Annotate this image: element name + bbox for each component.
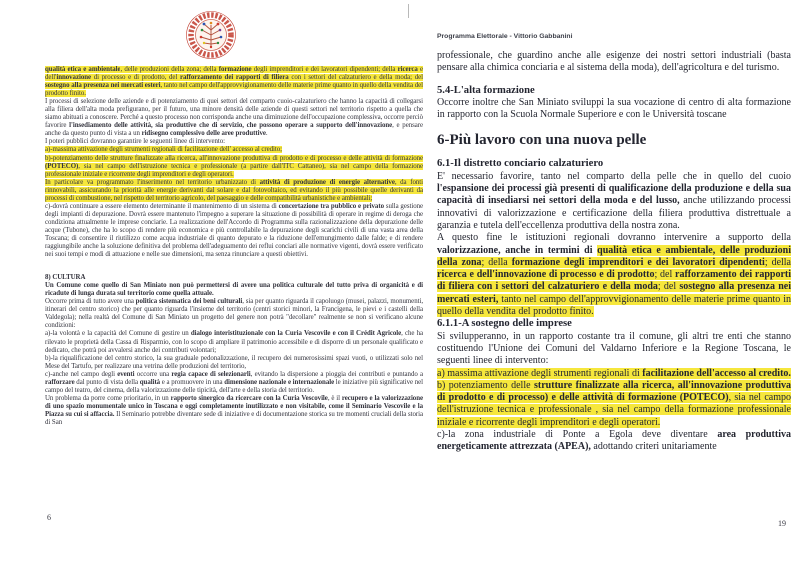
paragraph: qualità etica e ambientale, delle produzioni della zona; della formazione degli imprenditori e dei lavoratori dipendenti; della ricerca e dell'innovazione di processo e di prodotto, del rafforzamento dei rapporti di filiera con i settori del calzaturiero e della moda; del sostegno alla presenza nei mercati esteri, tanto nel campo dell'approvvigionamento delle materie prime quanto in quello della vendita del prodotto finito. xyxy=(45,66,424,98)
paragraph: A questo fine le istituzioni regionali dovranno intervenire a supporto della valorizzazione, anche in termini di qualità etica e ambientale, delle produzioni della zona; della formazione degli imprenditori e dei lavoratori dipendenti; della ricerca e dell'innovazione di processo e di prodotto; del rafforzamento dei rapporti di filiera con i settori del calzaturiero e della moda; del sostegno alla presenza nei mercati esteri, tanto nel campo dell'approvvigionamento delle materie prime quanto in quello della vendita del prodotto finito. xyxy=(437,232,792,318)
paragraph: professionale, che guardino anche alle esigenze dei nostri settori industriali (basta pensare alla chimica conciaria e al sistema della moda), dell'agricoltura e del turismo. xyxy=(437,50,791,74)
paragraph: E' necessario favorire, tanto nel comparto della pelle che in quello del cuoio l'espansione dei processi già presenti di qualificazione della produzione e della sua capacità di insediarsi nei settori della moda e del lusso, anche utilizzando processi innovativi di valorizzazione e certificazione della filiera produttiva distrettuale a garanzia e tutela dell'eccellenza produttiva della nostra zona. xyxy=(437,170,792,231)
section-heading: 6-Più lavoro con una nuova pelle xyxy=(437,132,647,149)
paragraph: a)-la volontà e la capacità del Comune di gestire un dialogo interistituzionale con la Curia Vescovile e con il Crédit Agricole, che ha rilevato le proprietà della Cassa di Risparmio, con lo scopo di ampliare il patrimonio accessibile e di disporre di un personale qualificato e dedicato, che potrà poi avvalersi anche dei contributi volontari; xyxy=(45,330,423,354)
left-page-text xyxy=(45,66,423,427)
paragraph: b)-la riqualificazione del centro storico, la sua graduale pedonalizzazione, il recupero dei numerosissimi spazi vuoti, o utilizzati solo nel Mese del Tartufo, per realizzare una vetrina delle produzioni del territorio, xyxy=(45,354,423,370)
paragraph: I poteri pubblici dovranno garantire le seguenti linee di intervento: xyxy=(45,138,226,146)
paragraph: a)-massima attivazione degli strumenti regionali di facilitazione dell' accesso al credito; xyxy=(45,146,283,154)
paragraph: Un Comune come quello di San Miniato non può permettersi di avere una politica culturale del tutto priva di organicità e di ricadute di lunga durata sul territorio come quella attuale. xyxy=(45,282,423,298)
paragraph: In particolare va programmato l'inserimento nel territorio urbanizzato di attività di produzione di energie alternative, da fonti rinnovabili, assicurando la priorità alle energie derivanti dal solare e dal fotovoltaico, ed evitando il più possibile quelle derivanti da processi di combustione, nel rispetto del territorio agricolo, del paesaggio e delle compatibilità urbanistiche e ambientali; xyxy=(45,178,423,202)
section-heading: 5.4-L'alta formazione xyxy=(437,84,535,96)
page-divider-mark xyxy=(408,4,409,18)
left-page-number: 6 xyxy=(47,513,51,522)
paragraph: Un problema da porre come prioritario, in un rapporto sinergico da ricercare con la Curia Vescovile, è il recupero e la valorizzazione di uno spazio monumentale unico in Toscana e oggi completamente inutilizzato e non visitabile, come il Seminario Vescovile e la Piazza su cui si affaccia. Il Seminario potrebbe diventare sede di iniziative e di documentazione storica su tre momenti cruciali della storia di San xyxy=(45,394,423,426)
right-page-number: 19 xyxy=(778,519,786,528)
paragraph: Si svilupperanno, in un rapporto costante tra il comune, gli altri tre enti che stanno costituendo l'Unione dei Comuni del Valdarno Inferiore e la Regione Toscana, le seguenti linee di intervento: xyxy=(437,330,791,367)
paragraph: c)-anche nel campo degli eventi occorre una regia capace di selezionarli, evitando la dispersione a pioggia dei contributi e puntando a rafforzare dal punto di vista della qualità e a promuovere in una dimensione nazionale e internazionale le iniziative più significative nel campo del teatro, del cinema, della valorizzazione delle tipicità, dell'arte e della storia del territorio. xyxy=(45,370,424,394)
paragraph: I processi di selezione delle aziende e di potenziamento di quei settori del comparto cuoio-calzaturiero che hanno la capacità di collegarsi alla filiera dell'alta moda prefigurano, per il futuro, una minore densità delle aziende di questi settori nel territorio rispetto a quella che siamo abituati a conoscere. Perché a questo processo non corrisponda anche una diminuzione dell'occupazione complessiva, occorre perciò favorire l'insediamento delle attività, sia produttive che di servizio, che possono operare a supporto dell'innovazione, e pensare anche da questo punto di vista a un ridisegno complessivo delle aree produttive. xyxy=(45,98,423,138)
paragraph: c)-la zona industriale di Ponte a Egola deve diventare area produttiva energeticamente attrezzata (APEA), adottando criteri unitariamente xyxy=(437,429,792,453)
paragraph: Occorre inoltre che San Miniato sviluppi la sua vocazione di centro di alta formazione in rapporto con la Scuola Normale Superiore e con le Università toscane xyxy=(437,96,791,121)
paragraph: c)-dovrà continuare a essere elemento determinante il mantenimento di un sistema di concertazione tra pubblico e privato sulla gestione degli impianti di depurazione. Dovrà essere mantenuto l'impegno a superare la situazione di possibilità di operare in regime di deroga che condiziona attualmente le imprese conciarie. La realizzazione dell'Accordo di Programma sulla razionalizzazione della depurazione delle acque (Tubone), che ha lo scopo di rendere più economica e più controllabile la depurazione degli scarichi civili di una vasta area della Toscana; di consentire il riutilizzo come acqua industriale di quanto depurato e la riduzione dell'emungimento dalle falde; e di rendere raggiungibile anche la soluzione definitiva del problema dell'adeguamento dei reflui conciari alle normative vigenti, dovrà essere verificato nei suoi tempi e modi di attuazione e nelle sue dimensioni, ma senza rinunciare a questi obiettivi. xyxy=(45,202,423,259)
paragraph: Occorre prima di tutto avere una politica sistematica dei beni culturali, sia per quanto riguarda il capoluogo (musei, palazzi, monumenti, itinerari del centro storico) che per quanto riguarda l'insieme del territorio (centri storici minori, la Francigena, le pievi e i castelli della Valdegola); nella realtà del Comune di San Miniato un progetto del genere non potrà "decollare" realmente se non si verificano alcune condizioni: xyxy=(45,298,423,330)
paragraph: a) massima attivazione degli strumenti regionali di facilitazione dell'accesso al credito. xyxy=(437,367,791,379)
paragraph: b)-potenziamento delle strutture finalizzate alla ricerca, all'innovazione produttiva di prodotto e di processo e delle attività di formazione (POTECO), sia nel campo dell'istruzione tecnica e professionale (a partire dall'ITC Cattaneo), sia nel campo della formazione professionale iniziale e ricorrente degli imprenditori e degli operatori. xyxy=(45,154,423,178)
spacer xyxy=(45,259,423,274)
right-page-header: Programma Elettorale - Vittorio Gabbanini xyxy=(437,33,573,40)
section-heading: 6.1-Il distretto conciario calzaturiero xyxy=(437,158,604,170)
comitato-stamp-logo xyxy=(185,10,237,60)
section-heading: 8) CULTURA xyxy=(45,274,86,282)
paragraph: b) potenziamento delle strutture finalizzate alla ricerca, all'innovazione produttiva di prodotto e di processo) e delle attività di formazione (POTECO), sia nel campo dell'istruzione tecnica e professionale , sia nel campo della formazione professionale iniziale e ricorrente degli imprenditori e degli operatori. xyxy=(437,379,792,428)
section-heading: 6.1.1-A sostegno delle imprese xyxy=(437,318,572,330)
right-page-text xyxy=(437,50,791,454)
